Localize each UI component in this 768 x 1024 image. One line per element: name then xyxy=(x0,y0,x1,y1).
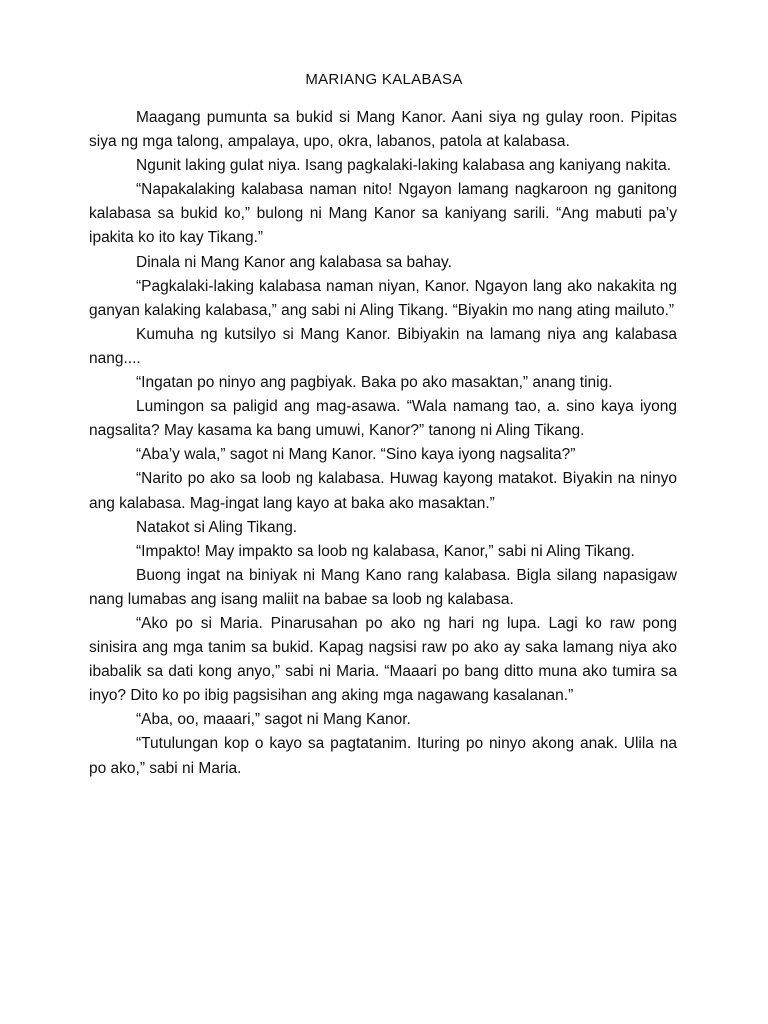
paragraph: “Tutulungan kop o kayo sa pagtatanim. Ituring po ninyo akong anak. Ulila na po ako,” sabi ni Maria. xyxy=(89,735,677,777)
paragraph: “Ako po si Maria. Pinarusahan po ako ng hari ng lupa. Lagi ko raw pong sinisira ang mga tanim sa bukid. Kapag nagsisi raw po ako ay saka lamang niya ako ibabalik sa dati kong anyo,” sabi ni Maria. “Maaari po bang ditto muna ako tumira sa inyo? Dito ko po ibig pagsisihan ang aking mga nagawang kasalanan.” xyxy=(89,614,677,705)
paragraph: Dinala ni Mang Kanor ang kalabasa sa bahay. xyxy=(136,253,452,271)
paragraph: Ngunit laking gulat niya. Isang pagkalaki-laking kalabasa ang kaniyang nakita. xyxy=(136,157,672,175)
paragraph: Lumingon sa paligid ang mag-asawa. “Wala namang tao, a. sino kaya iyong nagsalita? May kasama ka bang umuwi, Kanor?” tanong ni Aling Tikang. xyxy=(89,398,677,440)
paragraph: “Ingatan po ninyo ang pagbiyak. Baka po ako masaktan,” anang tinig. xyxy=(136,374,613,392)
document-body xyxy=(89,106,677,781)
paragraph: Maagang pumunta sa bukid si Mang Kanor. Aani siya ng gulay roon. Pipitas siya ng mga talong, ampalaya, upo, okra, labanos, patola at kalabasa. xyxy=(89,109,677,151)
paragraph: Natakot si Aling Tikang. xyxy=(136,518,298,536)
paragraph: “Napakalaking kalabasa naman nito! Ngayon lamang nagkaroon ng ganitong kalabasa sa bukid ko,” bulong ni Mang Kanor sa kaniyang sarili. “Ang mabuti pa’y ipakita ko ito kay Tikang.” xyxy=(89,181,677,247)
paragraph: Buong ingat na biniyak ni Mang Kano rang kalabasa. Bigla silang napasigaw nang lumabas ang isang maliit na babae sa loob ng kalabasa. xyxy=(89,566,677,608)
paragraph: “Aba’y wala,” sagot ni Mang Kanor. “Sino kaya iyong nagsalita?” xyxy=(136,446,576,464)
paragraph: “Aba, oo, maaari,” sagot ni Mang Kanor. xyxy=(136,711,411,729)
paragraph: “Pagkalaki-laking kalabasa naman niyan, Kanor. Ngayon lang ako nakakita ng ganyan kalaking kalabasa,” ang sabi ni Aling Tikang. “Biyakin mo nang ating mailuto.” xyxy=(89,277,677,319)
document-title: MARIANG KALABASA xyxy=(305,71,463,88)
paragraph: “Narito po ako sa loob ng kalabasa. Huwag kayong matakot. Biyakin na ninyo ang kalabasa. Mag-ingat lang kayo at baka ako masaktan.” xyxy=(89,470,677,512)
paragraph: Kumuha ng kutsilyo si Mang Kanor. Bibiyakin na lamang niya ang kalabasa nang.... xyxy=(89,325,677,367)
paragraph: “Impakto! May impakto sa loob ng kalabasa, Kanor,” sabi ni Aling Tikang. xyxy=(136,542,635,560)
